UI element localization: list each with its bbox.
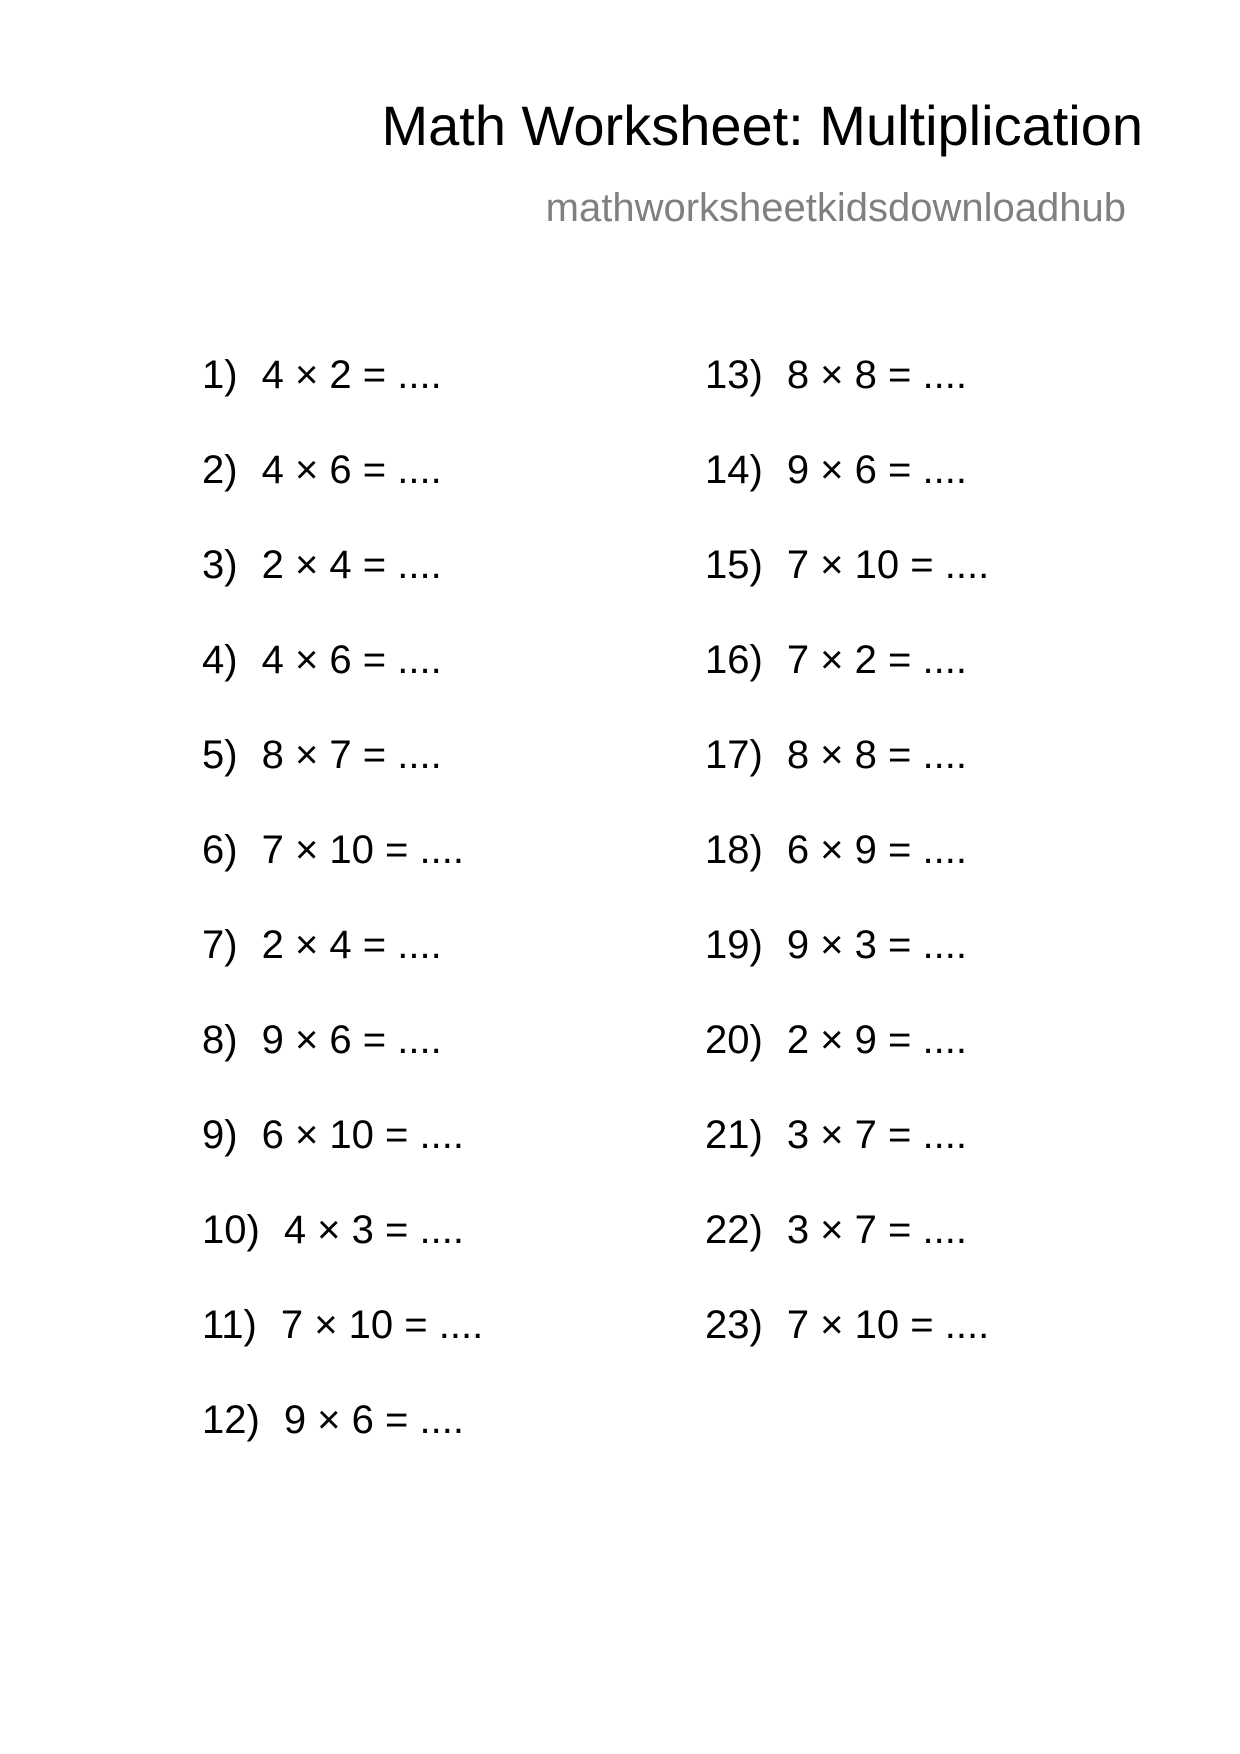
problem-number: 23) (705, 1303, 763, 1347)
problem-number: 12) (202, 1398, 260, 1442)
problem-number: 3) (202, 543, 238, 587)
problem-number: 9) (202, 1113, 238, 1157)
problem-number: 20) (705, 1018, 763, 1062)
problem-item (202, 1015, 483, 1110)
problem-item (705, 1110, 989, 1205)
problem-number: 18) (705, 828, 763, 872)
problem-number: 19) (705, 923, 763, 967)
problem-item (705, 825, 989, 920)
problem-expression: 9 × 6 = .... (261, 1018, 442, 1062)
problem-number: 1) (202, 353, 238, 397)
problem-item (705, 350, 989, 445)
problem-item (705, 1300, 989, 1395)
problem-item (202, 350, 483, 445)
problem-expression: 7 × 10 = .... (280, 1303, 484, 1347)
problem-item (705, 730, 989, 825)
problem-expression: 7 × 10 = .... (261, 828, 464, 872)
problem-expression: 8 × 8 = .... (786, 353, 967, 397)
problem-item (705, 1015, 989, 1110)
worksheet-title: Math Worksheet: Multiplication (381, 94, 1143, 157)
problem-item (202, 635, 483, 730)
problem-expression: 6 × 10 = .... (261, 1113, 464, 1157)
problem-expression: 4 × 6 = .... (261, 448, 442, 492)
problem-expression: 3 × 7 = .... (786, 1208, 967, 1252)
problem-expression: 9 × 6 = .... (786, 448, 967, 492)
problem-column-right (705, 350, 989, 1395)
problem-expression: 4 × 2 = .... (261, 353, 442, 397)
problem-number: 8) (202, 1018, 238, 1062)
problem-expression: 2 × 4 = .... (261, 923, 442, 967)
problem-column-left (202, 350, 483, 1490)
problem-item (202, 1300, 483, 1395)
problem-item (202, 1205, 483, 1300)
worksheet-subtitle: mathworksheetkidsdownloadhub (545, 186, 1126, 230)
problem-number: 11) (202, 1303, 257, 1347)
problem-number: 14) (705, 448, 763, 492)
problem-item (202, 825, 483, 920)
problem-expression: 4 × 6 = .... (261, 638, 442, 682)
problem-item (705, 1205, 989, 1300)
problem-item (202, 445, 483, 540)
problem-item (202, 540, 483, 635)
problem-number: 7) (202, 923, 238, 967)
problem-item (705, 635, 989, 730)
problem-number: 10) (202, 1208, 260, 1252)
problem-expression: 7 × 10 = .... (786, 543, 990, 587)
problem-expression: 7 × 2 = .... (786, 638, 967, 682)
problem-number: 15) (705, 543, 763, 587)
problem-number: 21) (705, 1113, 763, 1157)
problem-expression: 8 × 7 = .... (261, 733, 442, 777)
problem-item (202, 1110, 483, 1205)
problem-number: 6) (202, 828, 238, 872)
problem-expression: 7 × 10 = .... (786, 1303, 990, 1347)
problem-expression: 9 × 3 = .... (786, 923, 967, 967)
problem-item (705, 540, 989, 635)
problem-number: 22) (705, 1208, 763, 1252)
problem-item (705, 920, 989, 1015)
problem-item (202, 1395, 483, 1490)
problem-number: 5) (202, 733, 238, 777)
problem-expression: 2 × 4 = .... (261, 543, 442, 587)
problem-expression: 4 × 3 = .... (283, 1208, 464, 1252)
problem-number: 17) (705, 733, 763, 777)
problem-expression: 8 × 8 = .... (786, 733, 967, 777)
problem-expression: 6 × 9 = .... (786, 828, 967, 872)
problem-expression: 9 × 6 = .... (283, 1398, 464, 1442)
problem-item (202, 730, 483, 825)
problem-number: 13) (705, 353, 763, 397)
problem-expression: 2 × 9 = .... (786, 1018, 967, 1062)
problem-number: 4) (202, 638, 238, 682)
problem-number: 2) (202, 448, 238, 492)
problem-number: 16) (705, 638, 763, 682)
problem-item (202, 920, 483, 1015)
problem-item (705, 445, 989, 540)
problem-expression: 3 × 7 = .... (786, 1113, 967, 1157)
